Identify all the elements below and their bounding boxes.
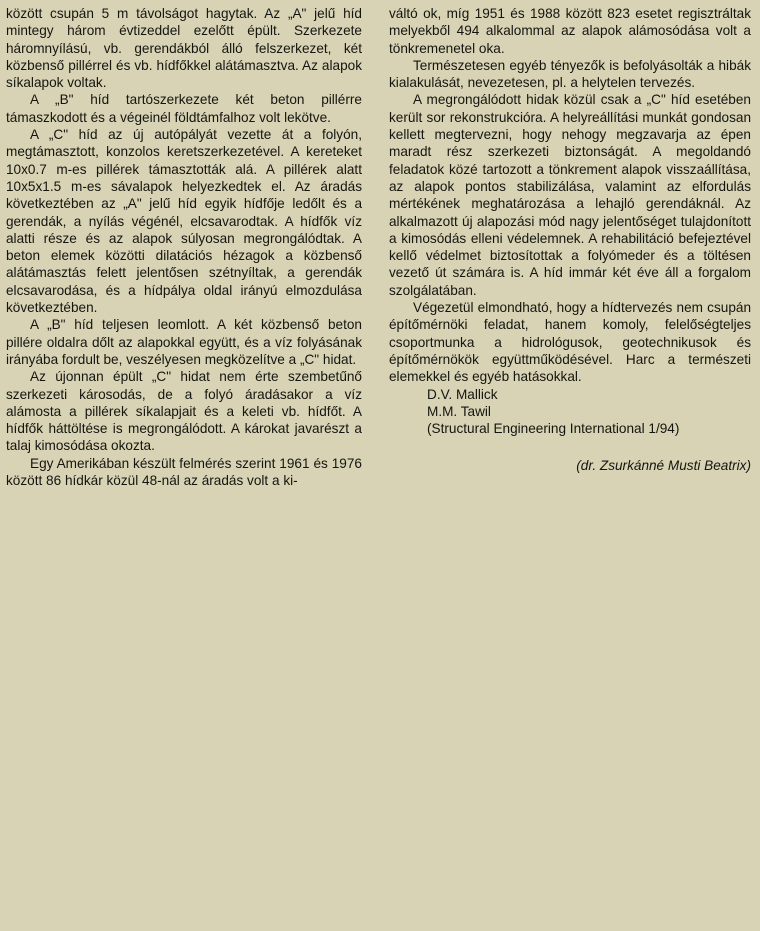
reference-source: (Structural Engineering International 1/94) (427, 421, 680, 437)
translator-byline: (dr. Zsurkánné Musti Beatrix) (576, 458, 751, 474)
paragraph: között csupán 5 m távolságot hagytak. Az „A" jelű híd mintegy három évtizeddel ezelőtt épült. Szerkezete háromnyílású, vb. gerendákból álló felszerkezet, két közbenső pillérrel és vb. hídfőkkel alátámasztva. Az alapok síkalapok voltak. (6, 6, 362, 91)
reference-author: D.V. Mallick (427, 386, 498, 402)
paragraph: Egy Amerikában készült felmérés szerint 1961 és 1976 között 86 hídkár közül 48-nál az áradás volt a ki- (6, 455, 362, 489)
reference-author: M.M. Tawil (427, 403, 491, 419)
paragraph: Természetesen egyéb tényezők is befolyásolták a hibák kialakulását, nevezetesen, pl. a helytelen tervezés. (389, 57, 751, 91)
right-column (389, 5, 751, 475)
references (389, 386, 751, 438)
paragraph: Az újonnan épült „C" hidat nem érte szembetűnő szerkezeti károsodás, de a folyó áradásakor a víz alámosta a pillérek síkalapjait és a keleti vb. hídfőt. A hídfők háttöltése is megrongálódott. A károkat javarészt a talaj kimosódása okozta. (6, 369, 362, 454)
paragraph: A megrongálódott hidak közül csak a „C" híd esetében került sor rekonstrukcióra. A helyreállítási munkát gondosan kellett megtervezni, hogy nehogy megzavarja az épen maradt rész szerkezeti biztonságát. A megoldandó feladatok közé tartozott a tönkrement alapok visszaállítása, az alapok pontos stabilizálása, valamint az elfordulás mértékének meghatározása a lehajló gerendáknál. Az alkalmazott új alapozási mód nagy jelentőséget tulajdonított a kimosódás elleni védelemnek. A rehabilitáció befejeztével kellő védelmet biztosítottak a folyómeder és a töltésen vezető út számára is. A híd immár két éve áll a forgalom szolgálatában. (389, 92, 751, 298)
paragraph: Végezetül elmondható, hogy a hídtervezés nem csupán építőmérnöki feladat, hanem komoly, felelőségteljes csoportmunka a hidrológusok, geotechnikusok és építőmérnökök együttműködésével. Harc a természeti elemekkel és egyéb hatásokkal. (389, 300, 751, 385)
paragraph: A „B" híd teljesen leomlott. A két közbenső beton pillére oldalra dőlt az alapokkal együtt, és a víz folyásának irányába fordult be, veszélyesen megközelítve a „C" hidat. (6, 317, 362, 367)
paragraph: váltó ok, míg 1951 és 1988 között 823 esetet regisztráltak melyekből 494 alkalommal az alapok alámosódása volt a tönkremenetel oka. (389, 6, 751, 56)
left-column (6, 5, 362, 489)
paragraph: A „C" híd az új autópályát vezette át a folyón, megtámasztott, konzolos keretszerkezetével. A kereteket 10x0.7 m-es pillérek támasztották alá. A pillérek alatt 10x5x1.5 m-es sávalapok helyezkedtek el. Az áradás következtében az „A" jelű híd egyik hídfője ledőlt és a gerendák, a nyílás végénél, elcsavarodtak. A hídfők víz alatti része és az alapok súlyosan megrongálódtak. A beton elemek közötti dilatációs hézagok a közbenső alátámasztás felett jelentősen szétnyíltak, a gerendák elcsavarodása, és a hídpálya oldal irányú elmozdulása következtében. (6, 127, 362, 316)
paragraph: A „B" híd tartószerkezete két beton pillérre támaszkodott és a végeinél földtámfalhoz volt lekötve. (6, 92, 362, 125)
